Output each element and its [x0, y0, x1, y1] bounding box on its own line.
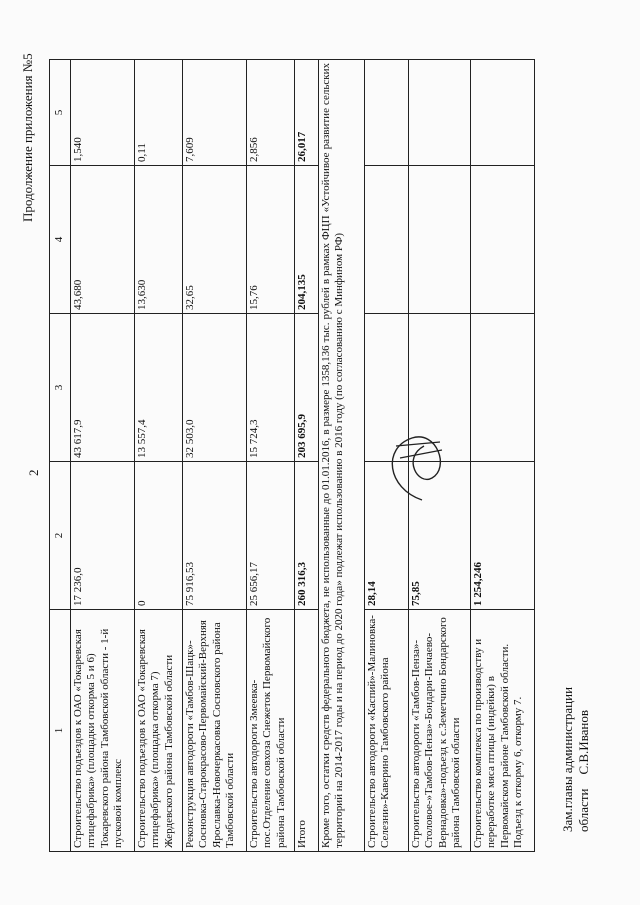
- cell-value: 0: [135, 462, 183, 610]
- table-row: [71, 60, 135, 852]
- total-row: [295, 60, 319, 852]
- signature-title: Зам.главы администрации: [560, 686, 575, 832]
- table-row: [247, 60, 295, 852]
- table-header-row: [50, 60, 71, 852]
- total-value: 203 695,9: [295, 314, 319, 462]
- cell-value: 15,76: [247, 166, 295, 314]
- note-row: [319, 60, 365, 852]
- empty-cell: [409, 166, 471, 314]
- column-header: 5: [50, 60, 71, 166]
- cell-value: 2,856: [247, 60, 295, 166]
- cell-value: 13 557,4: [135, 314, 183, 462]
- column-header: 3: [50, 314, 71, 462]
- row-description: Строительство подъездов к ОАО «Токаревская птицефабрика» (площадки откорма 5 и 6) Токаревского района Тамбовской области - 1-й пусковой комплекс: [71, 610, 135, 852]
- row-description: Реконструкция автодороги «Тамбов-Шацк»-Сосновка-Старокрасово-Первомайский-Верхняя Ярославка-Новочеркасовка Сосновского района Тамбовской области: [183, 610, 247, 852]
- table-row: [135, 60, 183, 852]
- signature-region: области: [576, 788, 592, 832]
- cell-value: 28,14: [365, 462, 409, 610]
- total-value: 26,017: [295, 60, 319, 166]
- cell-value: 15 724,3: [247, 314, 295, 462]
- continuation-heading: Продолжение приложения №5: [20, 53, 35, 222]
- column-header: 1: [50, 610, 71, 852]
- cell-value: 1 254,246: [471, 462, 535, 610]
- note-text: Кроме того, остатки средств федерального бюджета, не использованные до 01.01.2016, в размере 1358,136 тыс. рублей в рамках ФЦП «Устойчивое развитие сельских территорий на 2014-2017 годы и на период до 2020 года» подлежат использованию в 2016 году (по согласованию с Минфином РФ): [319, 60, 365, 852]
- page-number: 2: [26, 469, 41, 476]
- signature-line: [576, 687, 592, 832]
- cell-value: 32 503,0: [183, 314, 247, 462]
- column-header: 2: [50, 462, 71, 610]
- cell-value: 43,680: [71, 166, 135, 314]
- total-label: Итого: [295, 610, 319, 852]
- row-description: Строительство подъездов к ОАО «Токаревская птицефабрика» (площадка откорма 7) Жердевского района Тамбовской области: [135, 610, 183, 852]
- cell-value: 25 656,17: [247, 462, 295, 610]
- signature-name: С.В.Иванов: [576, 709, 592, 775]
- signature-block: [560, 687, 593, 832]
- cell-value: 75,85: [409, 462, 471, 610]
- cell-value: 75 916,53: [183, 462, 247, 610]
- empty-cell: [365, 60, 409, 166]
- row-description: Строительство автодороги Змеевка-пос.Отделение совхоза Снежеток Первомайского района Тамбовской области: [247, 610, 295, 852]
- row-description: Строительство автодороги «Тамбов-Пенза»-Столовое-»Тамбов-Пенза»-Бондари-Пичаево-Вернадовка»-подъезд к с.Земетчино Бондарского района Тамбовской области: [409, 610, 471, 852]
- cell-value: 13,630: [135, 166, 183, 314]
- table-row: [471, 60, 535, 852]
- row-description: Строительство комплекса по производству и переработке мяса птицы (индейки) в Первомайском районе Тамбовской области. Подъезд к откорму 6, откорму 7.: [471, 610, 535, 852]
- empty-cell: [471, 60, 535, 166]
- investment-table: [49, 59, 535, 852]
- handwritten-mark: [382, 418, 452, 508]
- cell-value: 32,65: [183, 166, 247, 314]
- table-row: [183, 60, 247, 852]
- row-description: Строительство автодороги «Каспий»-Малиновка-Селезни»-Каверино Тамбовского района: [365, 610, 409, 852]
- empty-cell: [365, 166, 409, 314]
- cell-value: 43 617,9: [71, 314, 135, 462]
- empty-cell: [409, 60, 471, 166]
- cell-value: 17 236,0: [71, 462, 135, 610]
- cell-value: 7,609: [183, 60, 247, 166]
- empty-cell: [471, 314, 535, 462]
- cell-value: 0,11: [135, 60, 183, 166]
- total-value: 204,135: [295, 166, 319, 314]
- cell-value: 1,540: [71, 60, 135, 166]
- column-header: 4: [50, 166, 71, 314]
- total-value: 260 316,3: [295, 462, 319, 610]
- empty-cell: [471, 166, 535, 314]
- rotated-document: [12, 8, 622, 868]
